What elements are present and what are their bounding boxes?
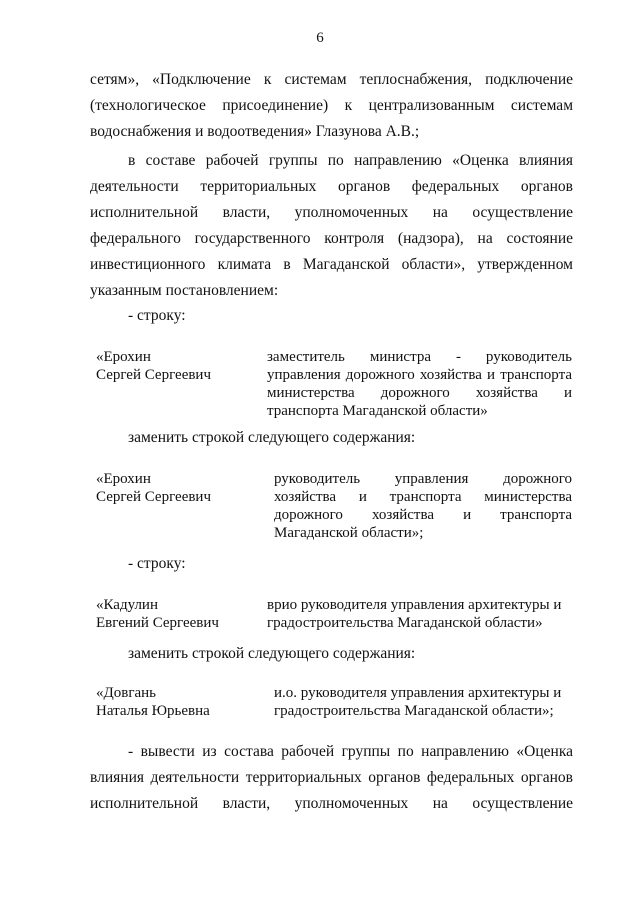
paragraph-last <box>90 739 573 817</box>
position-line: Магаданской области»; <box>274 525 424 541</box>
text-line: водоснабжения и водоотведения» Глазунова А.В.; <box>90 123 420 140</box>
surname: «Кадулин <box>96 597 158 613</box>
text-line: в составе рабочей группы по направлению «Оценка влияния <box>128 152 573 169</box>
entry-1-name <box>96 348 266 384</box>
position-line: градостроительства Магаданской области»; <box>274 703 554 719</box>
text-line: исполнительной власти, уполномоченных на осуществление <box>90 204 573 221</box>
position-line: и.о. руководителя управления архитектуры и <box>274 685 562 701</box>
position-line: хозяйства и транспорта министерства <box>274 489 572 505</box>
string-label-1 <box>90 303 573 329</box>
entry-3-name <box>96 596 266 632</box>
text-line: федерального государственного контроля (надзора), на состояние <box>90 230 573 247</box>
entry-1-position <box>267 348 572 420</box>
entry-2-position <box>274 470 572 542</box>
entry-2-name <box>96 470 266 506</box>
paragraph-2 <box>90 148 573 304</box>
given-names: Сергей Сергеевич <box>96 489 212 505</box>
position-line: градостроительства Магаданской области» <box>267 615 543 631</box>
text-line: указанным постановлением: <box>90 282 279 299</box>
surname: «Довгань <box>96 685 156 701</box>
text-line: - строку: <box>128 307 186 324</box>
string-label-2 <box>90 551 573 577</box>
position-line: дорожного хозяйства и транспорта <box>274 507 572 523</box>
surname: «Ерохин <box>96 471 151 487</box>
paragraph-1 <box>90 67 573 145</box>
replace-instruction-2 <box>90 641 573 667</box>
position-line: врио руководителя управления архитектуры и <box>267 597 562 613</box>
position-line: руководитель управления дорожного <box>274 471 572 487</box>
text-line: заменить строкой следующего содержания: <box>128 429 416 446</box>
entry-3-position <box>267 596 572 632</box>
text-line: влияния деятельности территориальных органов федеральных органов <box>90 769 573 786</box>
position-line: управления дорожного хозяйства и транспорта <box>267 367 572 383</box>
given-names: Наталья Юрьевна <box>96 703 210 719</box>
text-line: инвестиционного климата в Магаданской области», утвержденном <box>90 256 573 273</box>
given-names: Евгений Сергеевич <box>96 615 219 631</box>
text-line: деятельности территориальных органов федеральных органов <box>90 178 573 195</box>
text-line: (технологическое присоединение) к централизованным системам <box>90 97 573 114</box>
text-line: исполнительной власти, уполномоченных на осуществление <box>90 795 573 812</box>
position-line: заместитель министра - руководитель <box>267 349 572 365</box>
text-line: сетям», «Подключение к системам теплоснабжения, подключение <box>90 71 573 88</box>
entry-4-name <box>96 684 266 720</box>
text-line: - строку: <box>128 555 186 572</box>
replace-instruction-1 <box>90 425 573 451</box>
given-names: Сергей Сергеевич <box>96 367 212 383</box>
entry-4-position <box>274 684 572 720</box>
surname: «Ерохин <box>96 349 151 365</box>
position-line: транспорта Магаданской области» <box>267 403 488 419</box>
page-number: 6 <box>316 30 324 46</box>
text-line: - вывести из состава рабочей группы по направлению «Оценка <box>128 743 573 760</box>
position-line: министерства дорожного хозяйства и <box>267 385 572 401</box>
text-line: заменить строкой следующего содержания: <box>128 645 416 662</box>
